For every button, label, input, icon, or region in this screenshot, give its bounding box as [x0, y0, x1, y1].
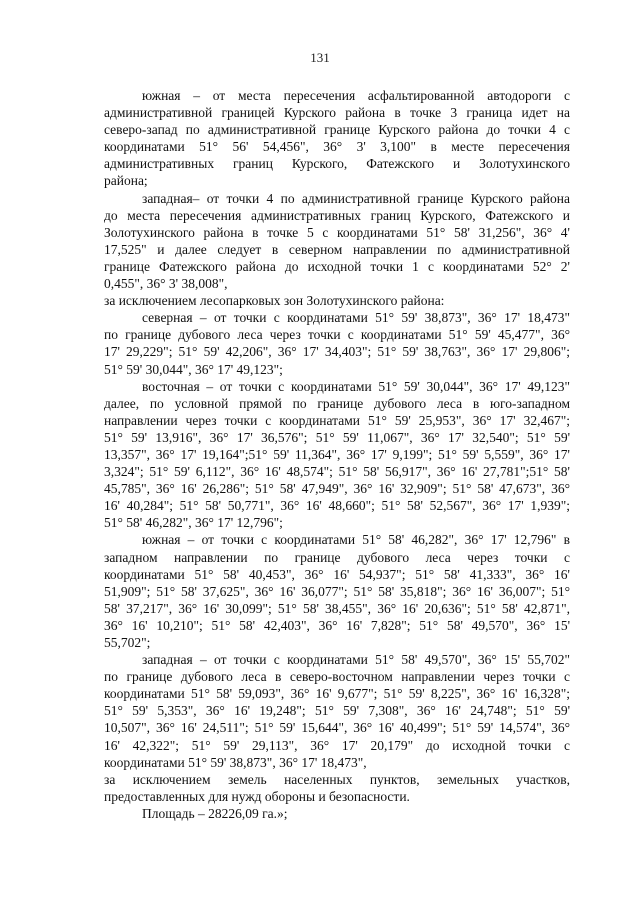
paragraph	[104, 805, 570, 822]
text-line: координатами 51° 58' 40,453", 36° 16' 54,937"; 51° 58' 41,333", 36° 16'	[104, 566, 570, 582]
paragraph	[104, 771, 570, 805]
document-body	[104, 87, 570, 822]
text-line: 17' 29,229"; 51° 59' 42,206", 36° 17' 34,403"; 51° 59' 38,763", 36° 17' 29,806";	[104, 344, 570, 360]
text-line: западная– от точки 4 по административной границе Курского района	[142, 190, 570, 206]
text-line: 36° 16' 10,210"; 51° 58' 42,403", 36° 16' 7,828"; 51° 58' 49,570", 36° 15'	[104, 617, 570, 633]
paragraph	[104, 651, 570, 771]
text-line: координатами 51° 59' 38,873", 36° 17' 18,473",	[104, 754, 367, 770]
text-line: южная – от места пересечения асфальтированной автодороги с	[142, 88, 570, 103]
text-line: 51° 59' 13,916", 36° 17' 36,576"; 51° 59' 11,067", 36° 17' 32,540"; 51° 59'	[104, 429, 570, 445]
text-line: 10,507", 36° 16' 24,511"; 51° 59' 15,644", 36° 16' 40,499"; 51° 59' 14,574", 36°	[104, 720, 570, 736]
paragraph	[104, 292, 570, 309]
text-line: Площадь – 28226,09 га.»;	[142, 805, 288, 821]
page-number: 131	[310, 50, 330, 65]
text-line: 17,525" и далее следует в северном направлении по административной	[104, 241, 570, 257]
paragraph	[104, 190, 570, 293]
text-line: 51° 58' 46,282", 36° 17' 12,796";	[104, 515, 283, 531]
text-line: 58' 37,217", 36° 16' 30,099"; 51° 58' 38,455", 36° 16' 20,636"; 51° 58' 42,871",	[104, 600, 570, 616]
text-line: за исключением лесопарковых зон Золотухинского района:	[104, 293, 445, 309]
text-line: за исключением земель населенных пунктов, земельных участков,	[104, 771, 570, 787]
text-line: 0,455", 36° 3' 38,008",	[104, 276, 228, 292]
text-line: по границе дубового леса в северо-восточном направлении через точки с	[104, 669, 570, 685]
text-line: 16' 42,322"; 51° 59' 29,113", 36° 17' 20,179" до исходной точки с	[104, 737, 570, 753]
text-line: 55,702";	[104, 635, 151, 650]
text-line: 51,909"; 51° 58' 37,625", 36° 16' 36,077"; 51° 58' 35,818"; 36° 16' 36,007"; 51°	[104, 583, 570, 599]
text-line: границе Фатежского района до исходной точки 1 с координатами 52° 2'	[104, 258, 570, 274]
paragraph	[104, 309, 570, 377]
text-line: по границе дубового леса через точки с координатами 51° 59' 45,477", 36°	[104, 327, 570, 343]
text-line: 16' 40,284"; 51° 58' 50,771", 36° 16' 48,660"; 51° 58' 52,567", 36° 17' 1,939";	[104, 498, 570, 514]
text-line: восточная – от точки с координатами 51° 59' 30,044", 36° 17' 49,123"	[142, 378, 570, 394]
paragraph	[104, 87, 570, 190]
text-line: западном направлении по границе дубового леса через точки с	[104, 549, 570, 565]
text-line: западная – от точки с координатами 51° 58' 49,570", 36° 15' 55,702"	[142, 652, 570, 668]
text-line: 13,357", 36° 17' 19,164";51° 59' 11,364", 36° 17' 9,199"; 51° 59' 5,559", 36° 17'	[104, 446, 570, 462]
text-line: 3,324"; 51° 59' 6,112", 36° 16' 48,574"; 51° 58' 56,917", 36° 16' 27,781";51° 58'	[104, 464, 570, 480]
text-line: района;	[104, 173, 148, 189]
text-line: 51° 59' 5,353", 36° 16' 19,248"; 51° 59' 7,308", 36° 16' 24,748"; 51° 59'	[104, 703, 570, 719]
text-line: 51° 59' 30,044", 36° 17' 49,123";	[104, 361, 283, 377]
text-line: предоставленных для нужд обороны и безопасности.	[104, 788, 410, 804]
text-line: северо-запад по административной границе Курского района до точки 4 с	[104, 122, 570, 138]
text-line: Золотухинского района в точке 5 с координатами 51° 58' 31,256", 36° 4'	[104, 224, 570, 240]
text-line: северная – от точки с координатами 51° 59' 38,873", 36° 17' 18,473"	[142, 310, 570, 326]
text-line: направлении через точки с координатами 51° 59' 25,953", 36° 17' 32,467";	[104, 412, 570, 428]
text-line: южная – от точки с координатами 51° 58' 46,282", 36° 17' 12,796" в	[142, 532, 570, 548]
text-line: административной границей Курского района в точке 3 граница идет на	[104, 105, 570, 121]
paragraph	[104, 531, 570, 651]
text-line: координатами 51° 56' 54,456", 36° 3' 3,100" в месте пересечения	[104, 139, 570, 155]
text-line: далее, по условной прямой по границе дубового леса в юго-западном	[104, 395, 570, 411]
text-line: координатами 51° 58' 59,093", 36° 16' 9,677"; 51° 59' 8,225", 36° 16' 16,328";	[104, 686, 570, 702]
text-line: административных границ Курского, Фатежского и Золотухинского	[104, 156, 570, 172]
text-line: до места пересечения административных границ Курского, Фатежского и	[104, 207, 570, 223]
text-line: 45,785", 36° 16' 26,286"; 51° 58' 47,949", 36° 16' 32,909"; 51° 58' 47,673", 36°	[104, 481, 570, 497]
paragraph	[104, 378, 570, 532]
